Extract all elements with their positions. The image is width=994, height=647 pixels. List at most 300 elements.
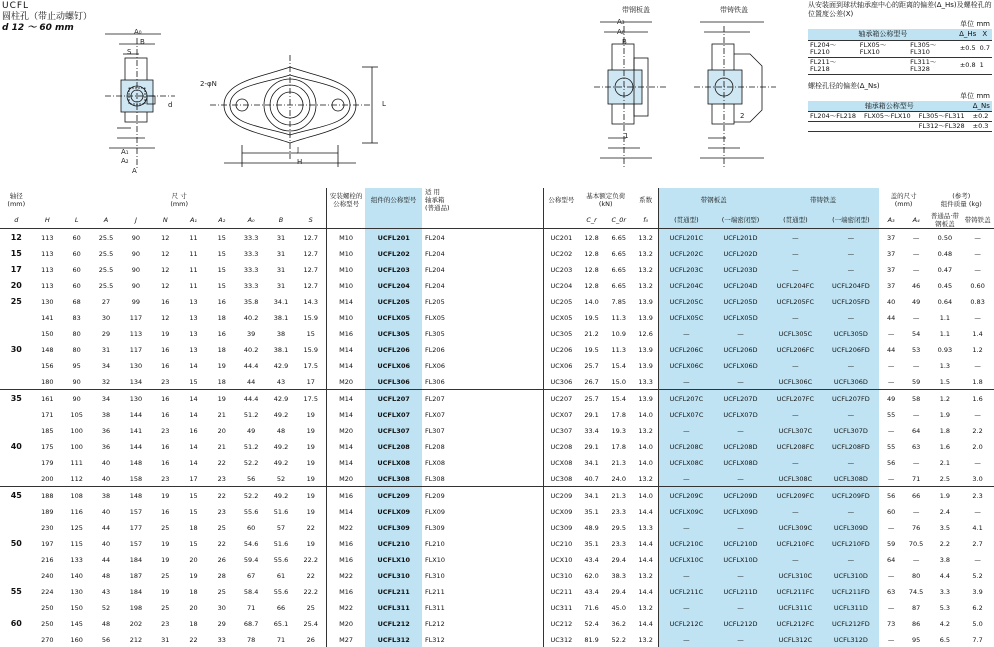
front-view-drawing (200, 55, 390, 175)
sym-mass-cast: 带铸铁盖 (961, 212, 994, 229)
bolt-tolerance-heading: 螺栓孔径的偏差(Δ_Ns) (808, 81, 994, 91)
table-cell: 13.9 (633, 390, 659, 407)
table-cell: 52 (91, 599, 120, 615)
dim-label-s: S (127, 48, 131, 56)
table-cell: 29.1 (579, 438, 605, 454)
table-cell: 15 (208, 229, 236, 246)
shaft-diameter: 40 (0, 438, 33, 487)
table-cell: 16 (179, 422, 207, 438)
table-cell: 35.8 (236, 293, 266, 309)
table-cell: 0.48 (929, 245, 962, 261)
table-cell: 161 (33, 390, 62, 407)
table-cell: UCFLX10D (713, 551, 767, 567)
table-cell: — (879, 325, 904, 341)
table-cell: 2.3 (961, 487, 994, 504)
table-cell: FL207 (422, 390, 544, 407)
table-cell: — (904, 261, 929, 277)
table-row (0, 422, 994, 438)
table-cell: — (659, 470, 713, 487)
table-cell: 52.4 (579, 615, 605, 631)
dim-label-a1: A₁ (121, 148, 129, 156)
shaft-diameter: 15 (0, 245, 33, 261)
table-row (0, 583, 994, 599)
sym-a: A (91, 212, 120, 229)
table-cell: UCFL307D (823, 422, 878, 438)
table-cell: 15 (179, 535, 207, 551)
table-cell: 81.9 (579, 631, 605, 647)
table-cell: M27 (326, 631, 365, 647)
table-cell: 12.8 (579, 229, 605, 246)
table-row (808, 122, 992, 132)
blank (422, 212, 544, 229)
table-cell: — (904, 357, 929, 373)
table-cell: 59 (904, 373, 929, 390)
table-cell: 1.1 (929, 325, 962, 341)
table-cell: 52.2 (236, 487, 266, 504)
table-cell: M16 (326, 325, 365, 341)
table-cell: 11 (179, 277, 207, 293)
sym-a4: A₄ (904, 212, 929, 229)
table-cell: UCFL209D (713, 487, 767, 504)
table-cell: 13.3 (633, 519, 659, 535)
table-cell: 100 (62, 422, 91, 438)
table-cell: 2.7 (961, 535, 994, 551)
table-cell: UCFL206D (713, 341, 767, 357)
table-cell: 1.1 (929, 309, 962, 325)
table-cell: — (961, 229, 994, 246)
table-cell: 19 (296, 454, 327, 470)
table-cell: 224 (33, 583, 62, 599)
model-cell: FL312～FL328 (917, 122, 971, 132)
table-cell: UCFL210FD (823, 535, 878, 551)
table-cell: 134 (121, 373, 151, 390)
table-cell: 38 (266, 325, 295, 341)
steel-cover-drawing (590, 18, 670, 178)
dns-cell: ±0.2 (971, 112, 992, 122)
table-cell: — (879, 373, 904, 390)
table-cell: UCFLX08C (659, 454, 713, 470)
table-cell: M14 (326, 454, 365, 470)
table-cell: — (768, 454, 823, 470)
table-cell: 25 (151, 599, 179, 615)
table-body (0, 229, 994, 647)
table-cell: 36.2 (605, 615, 633, 631)
table-cell: 12 (151, 309, 179, 325)
table-cell: FLX09 (422, 503, 544, 519)
head-mass: (参考) 组件质量 (kg) (929, 188, 994, 212)
table-cell: UCFL310C (768, 567, 823, 583)
table-cell: 25 (296, 599, 327, 615)
table-cell: 32 (91, 373, 120, 390)
sym-thru-cast: (贯通型) (768, 212, 823, 229)
table-cell: 14 (179, 390, 207, 407)
table-cell: 33.3 (236, 245, 266, 261)
table-cell: M10 (326, 245, 365, 261)
table-cell: 70.5 (904, 535, 929, 551)
table-cell: UCFL309D (823, 519, 878, 535)
table-cell: 0.45 (929, 277, 962, 293)
shaft-diameter: 60 (0, 615, 33, 647)
table-cell: — (879, 470, 904, 487)
head-steel: 带钢板盖 (659, 188, 768, 212)
table-cell: M20 (326, 470, 365, 487)
table-cell: UCFLX10 (365, 551, 422, 567)
table-cell: 49.2 (266, 487, 295, 504)
table-cell: 22 (296, 519, 327, 535)
head-load: 基本额定负荷 (kN) (579, 188, 633, 212)
table-cell: 56 (236, 470, 266, 487)
table-cell: 13.9 (633, 293, 659, 309)
table-cell: 12.8 (579, 277, 605, 293)
table-cell: UCFL209FD (823, 487, 878, 504)
table-cell: UCFL207D (713, 390, 767, 407)
table-cell: 51.6 (266, 503, 295, 519)
table-cell: 38 (91, 406, 120, 422)
table-cell: UCFL212D (713, 615, 767, 631)
table-cell: UC312 (544, 631, 579, 647)
table-cell: 197 (33, 535, 62, 551)
table-cell: 64 (904, 422, 929, 438)
table-cell: 19 (151, 487, 179, 504)
table-cell: 55.6 (266, 551, 295, 567)
table-cell: — (659, 519, 713, 535)
table-cell: — (659, 631, 713, 647)
table-cell: — (768, 503, 823, 519)
table-cell: 12.7 (296, 245, 327, 261)
table-cell: — (879, 519, 904, 535)
table-cell: 18 (179, 583, 207, 599)
table-cell: M20 (326, 373, 365, 390)
table-cell: 44 (879, 341, 904, 357)
cast-cover-drawing (690, 18, 790, 178)
table-cell: UCFLX09D (713, 503, 767, 519)
table-cell: 35.1 (579, 503, 605, 519)
table-cell: UCFLX08 (365, 454, 422, 470)
table-cell: 14.0 (633, 438, 659, 454)
table-cell: 56 (879, 454, 904, 470)
table-cell: 115 (62, 535, 91, 551)
table-cell: FL305 (422, 325, 544, 341)
table-cell: 13 (179, 293, 207, 309)
table-cell: UC205 (544, 293, 579, 309)
model-cell: FL311～FL328 (908, 57, 958, 74)
table-cell: 16 (151, 293, 179, 309)
table-cell: 1.4 (961, 325, 994, 341)
table-cell: M10 (326, 309, 365, 325)
table-cell: 31 (266, 229, 295, 246)
table-cell: 202 (121, 615, 151, 631)
table-row (0, 373, 994, 390)
table-cell: 21 (208, 438, 236, 454)
table-cell: UC308 (544, 470, 579, 487)
table-cell: UC305 (544, 325, 579, 341)
table-cell: 180 (33, 373, 62, 390)
table-cell: — (823, 551, 878, 567)
table-cell: 40.7 (579, 470, 605, 487)
sym-a1: A₁ (179, 212, 207, 229)
table-cell: 20 (179, 599, 207, 615)
table-cell: UCFL309 (365, 519, 422, 535)
table-cell: UCFL204C (659, 277, 713, 293)
table-cell: 18 (208, 373, 236, 390)
table-cell: 38.1 (266, 341, 295, 357)
dim-label-l: L (382, 100, 386, 108)
table-row (0, 567, 994, 583)
head-bolt: 安装螺栓的公称型号 (326, 188, 365, 212)
shaft-diameter: 35 (0, 390, 33, 439)
table-cell: UCFL210FC (768, 535, 823, 551)
table-cell: 59 (879, 535, 904, 551)
table-cell: UCFL311D (823, 599, 878, 615)
table-cell: — (904, 229, 929, 246)
table-cell: 150 (33, 325, 62, 341)
table-cell: 1.2 (929, 390, 962, 407)
table-cell: 21 (208, 406, 236, 422)
table-cell: 156 (33, 357, 62, 373)
table-cell: FL210 (422, 535, 544, 551)
table-cell: 1.6 (961, 390, 994, 407)
table-cell: UCFL309C (768, 519, 823, 535)
table-cell: 12 (151, 245, 179, 261)
tolerance-panel (808, 1, 994, 132)
table-cell: 16 (151, 357, 179, 373)
table-cell: — (879, 599, 904, 615)
table-cell: 17.5 (296, 357, 327, 373)
table-cell: FL308 (422, 470, 544, 487)
table-cell: UCX09 (544, 503, 579, 519)
table-cell: 22 (179, 631, 207, 647)
table-cell: 108 (62, 487, 91, 504)
table-cell: 3.3 (929, 583, 962, 599)
table-cell: 49 (236, 422, 266, 438)
table-cell: 22.2 (296, 583, 327, 599)
table-cell: 15.4 (605, 357, 633, 373)
table-cell: 57 (266, 519, 295, 535)
table-cell: 60 (236, 519, 266, 535)
table-cell: 95 (62, 357, 91, 373)
table-cell: UCFL307 (365, 422, 422, 438)
model-cell: FL204～FL210 (808, 40, 858, 57)
table-cell: 66 (266, 599, 295, 615)
table-cell: 12 (151, 261, 179, 277)
table-cell: 148 (33, 341, 62, 357)
table-cell: UCX07 (544, 406, 579, 422)
table-cell: 6.65 (605, 277, 633, 293)
table-cell: — (713, 519, 767, 535)
table-cell: 141 (33, 309, 62, 325)
table-cell: 2.5 (929, 470, 962, 487)
table-cell: — (823, 245, 878, 261)
table-cell: 3.5 (929, 519, 962, 535)
table-cell: UCFL306D (823, 373, 878, 390)
sym-n: N (151, 212, 179, 229)
table-cell: 12.7 (296, 277, 327, 293)
table-cell: — (713, 567, 767, 583)
model-cell (808, 122, 862, 132)
table-cell: UCFL207FD (823, 390, 878, 407)
table-cell: UCFL202C (659, 245, 713, 261)
table-cell: FL306 (422, 373, 544, 390)
table-row (0, 503, 994, 519)
dhs-cell: ±0.5 (958, 40, 978, 57)
dim-label-b-steel: B (622, 38, 627, 46)
table-cell: 13.2 (633, 277, 659, 293)
table-cell: 61 (266, 567, 295, 583)
table-cell: 60 (879, 503, 904, 519)
table-cell: 148 (121, 454, 151, 470)
shaft-diameter: 45 (0, 487, 33, 536)
table-cell: — (768, 406, 823, 422)
table-cell: — (768, 309, 823, 325)
table-cell: 19 (296, 406, 327, 422)
table-cell: 0.83 (961, 293, 994, 309)
head-dims: 尺 寸 (mm) (33, 188, 327, 212)
table-cell: 49.2 (266, 454, 295, 470)
cast-cover-title: 带铸铁盖 (720, 5, 748, 15)
table-cell: UC307 (544, 422, 579, 438)
table-cell: 12.8 (579, 245, 605, 261)
table-cell: UCFL312 (365, 631, 422, 647)
table-cell: UCFL207 (365, 390, 422, 407)
table-cell: 38.3 (605, 567, 633, 583)
table-cell: 105 (62, 406, 91, 422)
shaft-diameter: 30 (0, 341, 33, 390)
table-cell: 35.1 (579, 535, 605, 551)
shaft-diameter: 12 (0, 229, 33, 246)
table-cell: 60 (62, 261, 91, 277)
table-row (0, 615, 994, 631)
series-title: 圆柱孔（带止动螺钉） (2, 12, 92, 23)
table-cell: UCFLX07 (365, 406, 422, 422)
table-cell: 28 (208, 567, 236, 583)
table-cell: UCFL205 (365, 293, 422, 309)
table-cell: 34.1 (266, 293, 295, 309)
model-cell: FL211～FL218 (808, 57, 858, 74)
table-cell: — (879, 567, 904, 583)
steel-cover-title: 带钢板盖 (622, 5, 650, 15)
table-cell: 37 (879, 245, 904, 261)
table-cell: — (659, 422, 713, 438)
table-cell: 13.2 (633, 599, 659, 615)
table-cell: 14 (179, 438, 207, 454)
table-cell: 64 (879, 551, 904, 567)
table-cell: UCFL204 (365, 277, 422, 293)
table-cell: 51.2 (236, 438, 266, 454)
table-cell: — (768, 261, 823, 277)
tolerance-unit: 单位 mm (808, 19, 994, 29)
sym-cr: C_r (579, 212, 605, 229)
table-cell: 30 (91, 309, 120, 325)
table-cell: 13.2 (633, 422, 659, 438)
table-row (0, 357, 994, 373)
table-cell: FL307 (422, 422, 544, 438)
table-cell: UCFLX08D (713, 454, 767, 470)
table-cell: 23 (208, 503, 236, 519)
table-cell: 14.4 (633, 503, 659, 519)
table-cell: 18 (208, 341, 236, 357)
table-cell: UCFL308D (823, 470, 878, 487)
table-cell: FL310 (422, 567, 544, 583)
dim-label-n: 2-φN (200, 80, 217, 88)
table-cell: UCFL206FD (823, 341, 878, 357)
table-cell: UCFL212FD (823, 615, 878, 631)
table-cell: 49.2 (266, 438, 295, 454)
table-cell: 6.65 (605, 245, 633, 261)
table-cell: 21.2 (579, 325, 605, 341)
table-cell: 4.1 (961, 519, 994, 535)
table-cell: FLX06 (422, 357, 544, 373)
table-cell: 86 (904, 615, 929, 631)
table-cell: M22 (326, 599, 365, 615)
table-cell: UC208 (544, 438, 579, 454)
table-cell: 4.2 (929, 615, 962, 631)
table-cell: 175 (33, 438, 62, 454)
table-row (0, 631, 994, 647)
table-cell: 29.5 (605, 519, 633, 535)
table-cell: M16 (326, 535, 365, 551)
table-cell: 157 (121, 503, 151, 519)
col-dhs: Δ_Hs (958, 29, 978, 40)
table-cell: UCFL205FC (768, 293, 823, 309)
head-unit: 组件的公称型号 (365, 188, 422, 212)
table-cell: 90 (121, 277, 151, 293)
head-bearing-no: 公称型号 (544, 188, 579, 212)
table-cell: 48.9 (579, 519, 605, 535)
table-cell: — (904, 406, 929, 422)
table-cell: 2.2 (961, 422, 994, 438)
table-cell: 68.7 (236, 615, 266, 631)
table-cell: — (768, 357, 823, 373)
table-cell: 15 (179, 487, 207, 504)
table-cell: 23 (151, 470, 179, 487)
head-housing: 适 用 轴承箱 (普通品) (422, 188, 544, 212)
table-cell: UCFL308 (365, 470, 422, 487)
table-cell: M20 (326, 615, 365, 631)
table-cell: 13.2 (633, 567, 659, 583)
table-cell: 17 (179, 470, 207, 487)
table-cell: 33.3 (236, 229, 266, 246)
table-cell: UCFLX05C (659, 309, 713, 325)
table-cell: — (823, 229, 878, 246)
table-cell: 90 (121, 245, 151, 261)
table-cell: — (904, 245, 929, 261)
table-cell: 6.5 (929, 631, 962, 647)
table-cell: UCFL211FC (768, 583, 823, 599)
table-cell: UC206 (544, 341, 579, 357)
table-cell: 0.47 (929, 261, 962, 277)
table-cell: 100 (62, 438, 91, 454)
table-cell: 40 (91, 470, 120, 487)
position-tolerance-table (808, 29, 992, 75)
table-cell: 39 (236, 325, 266, 341)
table-cell: 53 (904, 341, 929, 357)
table-cell: 49 (904, 293, 929, 309)
table-cell: 113 (33, 261, 62, 277)
table-cell: 40 (879, 293, 904, 309)
table-cell: 0.50 (929, 229, 962, 246)
table-cell: M22 (326, 519, 365, 535)
table-cell: 16 (151, 341, 179, 357)
table-cell: 130 (121, 357, 151, 373)
table-cell: 52 (266, 470, 295, 487)
table-cell: 29.4 (605, 583, 633, 599)
table-cell: 31 (266, 261, 295, 277)
table-cell: 25.4 (296, 615, 327, 631)
table-cell: 40.2 (236, 309, 266, 325)
dns-cell: ±0.3 (971, 122, 992, 132)
bolt-tolerance-unit: 单位 mm (808, 91, 994, 101)
table-cell: 34 (91, 390, 120, 407)
